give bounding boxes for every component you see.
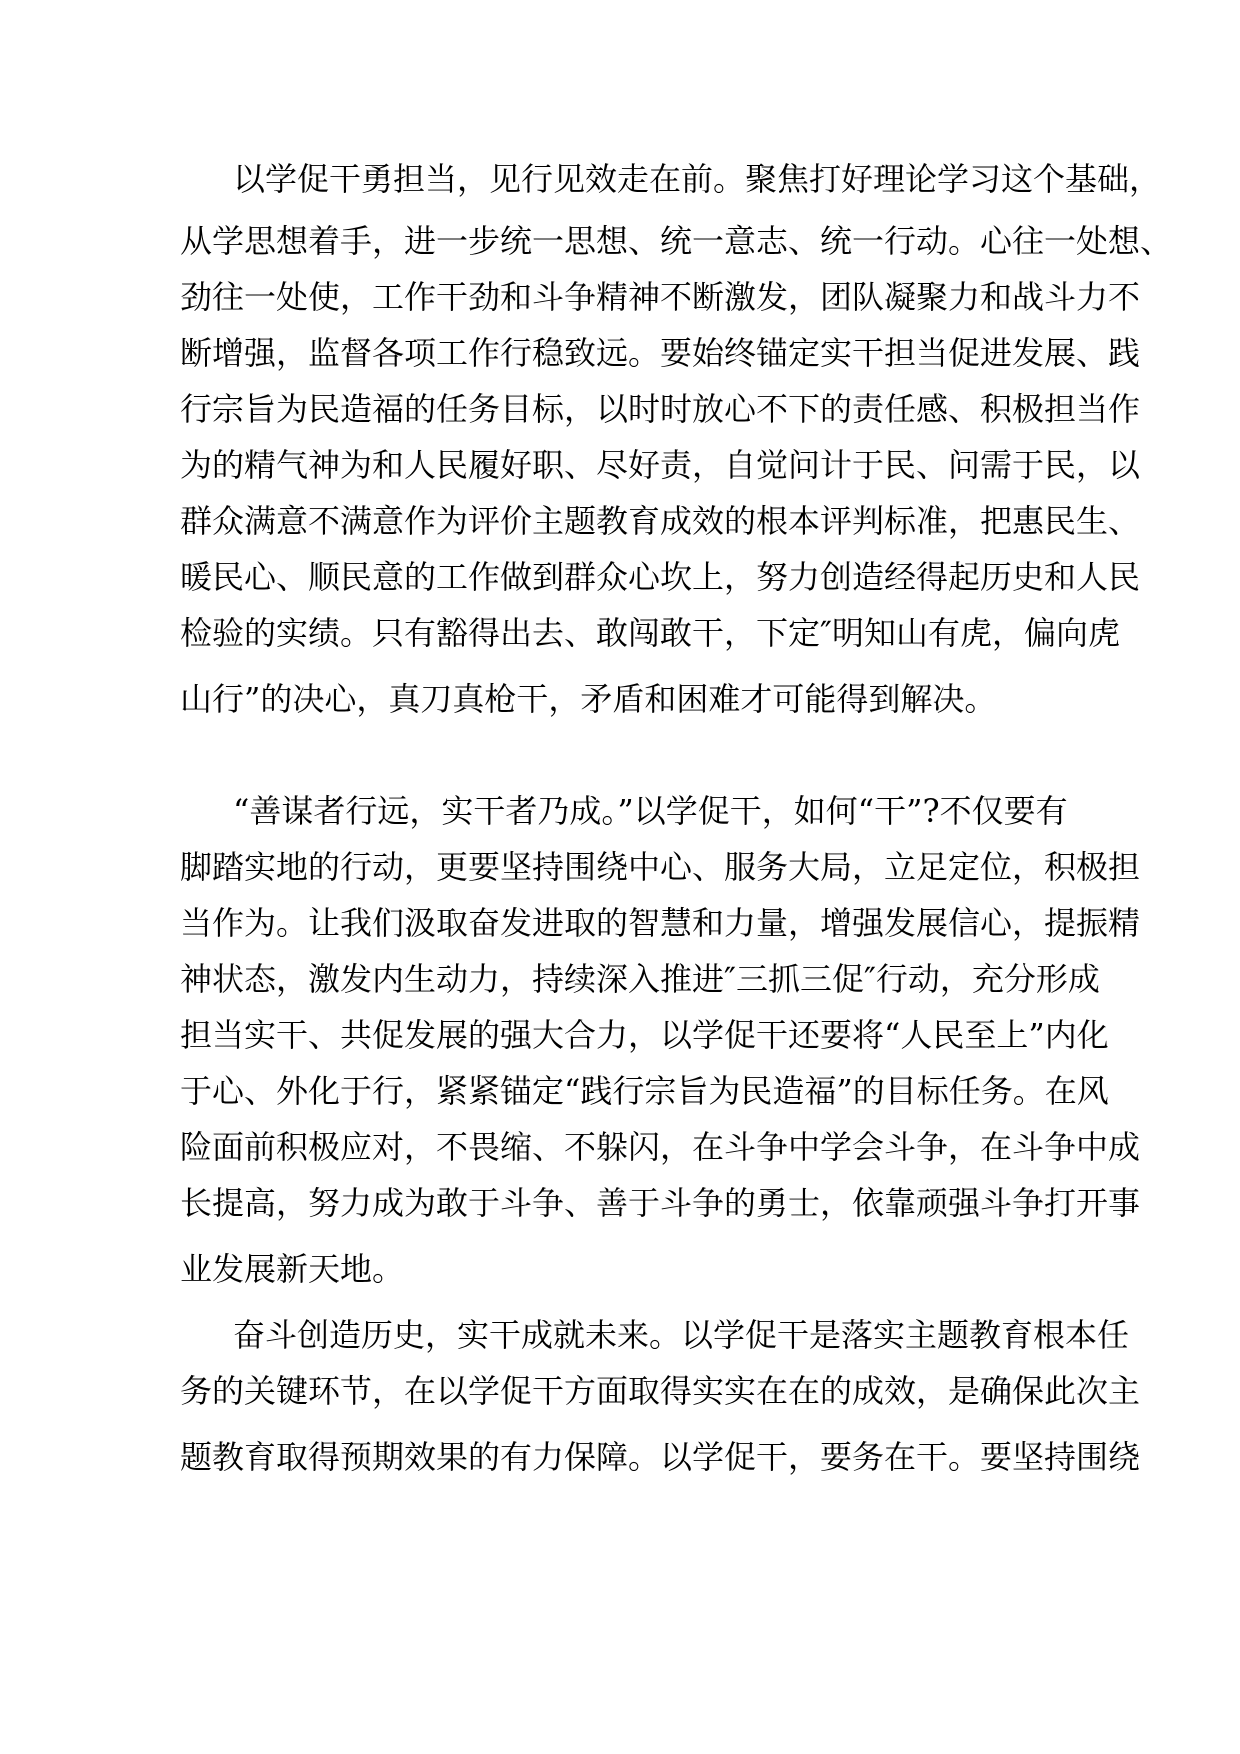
paragraph-2-line-3: 当作为。让我们汲取奋发进取的智慧和力量，增强发展信心，提振精 (180, 904, 1141, 942)
paragraph-1-line-9: 检验的实绩。只有豁得出去、敢闯敢干，下定″明知山有虎，偏向虎 (180, 614, 1120, 652)
paragraph-1-line-1: 以学促干勇担当，见行见效走在前。聚焦打好理论学习这个基础， (233, 160, 1162, 198)
paragraph-3-line-1: 奋斗创造历史，实干成就未来。以学促干是落实主题教育根本任 (233, 1316, 1130, 1354)
paragraph-1-line-5: 行宗旨为民造福的任务目标，以时时放心不下的责任感、积极担当作 (180, 390, 1141, 428)
paragraph-2-line-6: 于心、外化于行，紧紧锚定“践行宗旨为民造福”的目标任务。在风 (180, 1072, 1109, 1110)
paragraph-1-line-2: 从学思想着手，进一步统一思想、统一意志、统一行动。心往一处想、 (180, 222, 1173, 260)
paragraph-2-line-2: 脚踏实地的行动，更要坚持围绕中心、服务大局，立足定位，积极担 (180, 848, 1141, 886)
paragraph-1-line-10: 山行”的决心，真刀真枪干，矛盾和困难才可能得到解决。 (180, 680, 997, 718)
paragraph-2-line-7: 险面前积极应对，不畏缩、不躲闪，在斗争中学会斗争，在斗争中成 (180, 1128, 1141, 1166)
paragraph-2-line-5: 担当实干、共促发展的强大合力，以学促干还要将“人民至上”内化 (180, 1016, 1109, 1054)
paragraph-2-line-4: 神状态，激发内生动力，持续深入推进″三抓三促″行动，充分形成 (180, 960, 1100, 998)
paragraph-1-line-8: 暖民心、顺民意的工作做到群众心坎上，努力创造经得起历史和人民 (180, 558, 1141, 596)
paragraph-1-line-3: 劲往一处使，工作干劲和斗争精神不断激发，团队凝聚力和战斗力不 (180, 278, 1141, 316)
paragraph-2-line-8: 长提高，努力成为敢于斗争、善于斗争的勇士，依靠顽强斗争打开事 (180, 1184, 1141, 1222)
paragraph-3-line-2: 务的关键环节，在以学促干方面取得实实在在的成效，是确保此次主 (180, 1372, 1141, 1410)
paragraph-1-line-6: 为的精气神为和人民履好职、尽好责，自觉问计于民、问需于民，以 (180, 446, 1141, 484)
paragraph-3-line-3: 题教育取得预期效果的有力保障。以学促干，要务在干。要坚持围绕 (180, 1438, 1141, 1476)
paragraph-1-line-7: 群众满意不满意作为评价主题教育成效的根本评判标准，把惠民生、 (180, 502, 1141, 540)
paragraph-2-line-1: “善谋者行远，实干者乃成。”以学促干，如何“干”?不仅要有 (233, 792, 1068, 830)
paragraph-1-line-4: 断增强，监督各项工作行稳致远。要始终锚定实干担当促进发展、践 (180, 334, 1141, 372)
paragraph-2-line-9: 业发展新天地。 (180, 1250, 405, 1288)
